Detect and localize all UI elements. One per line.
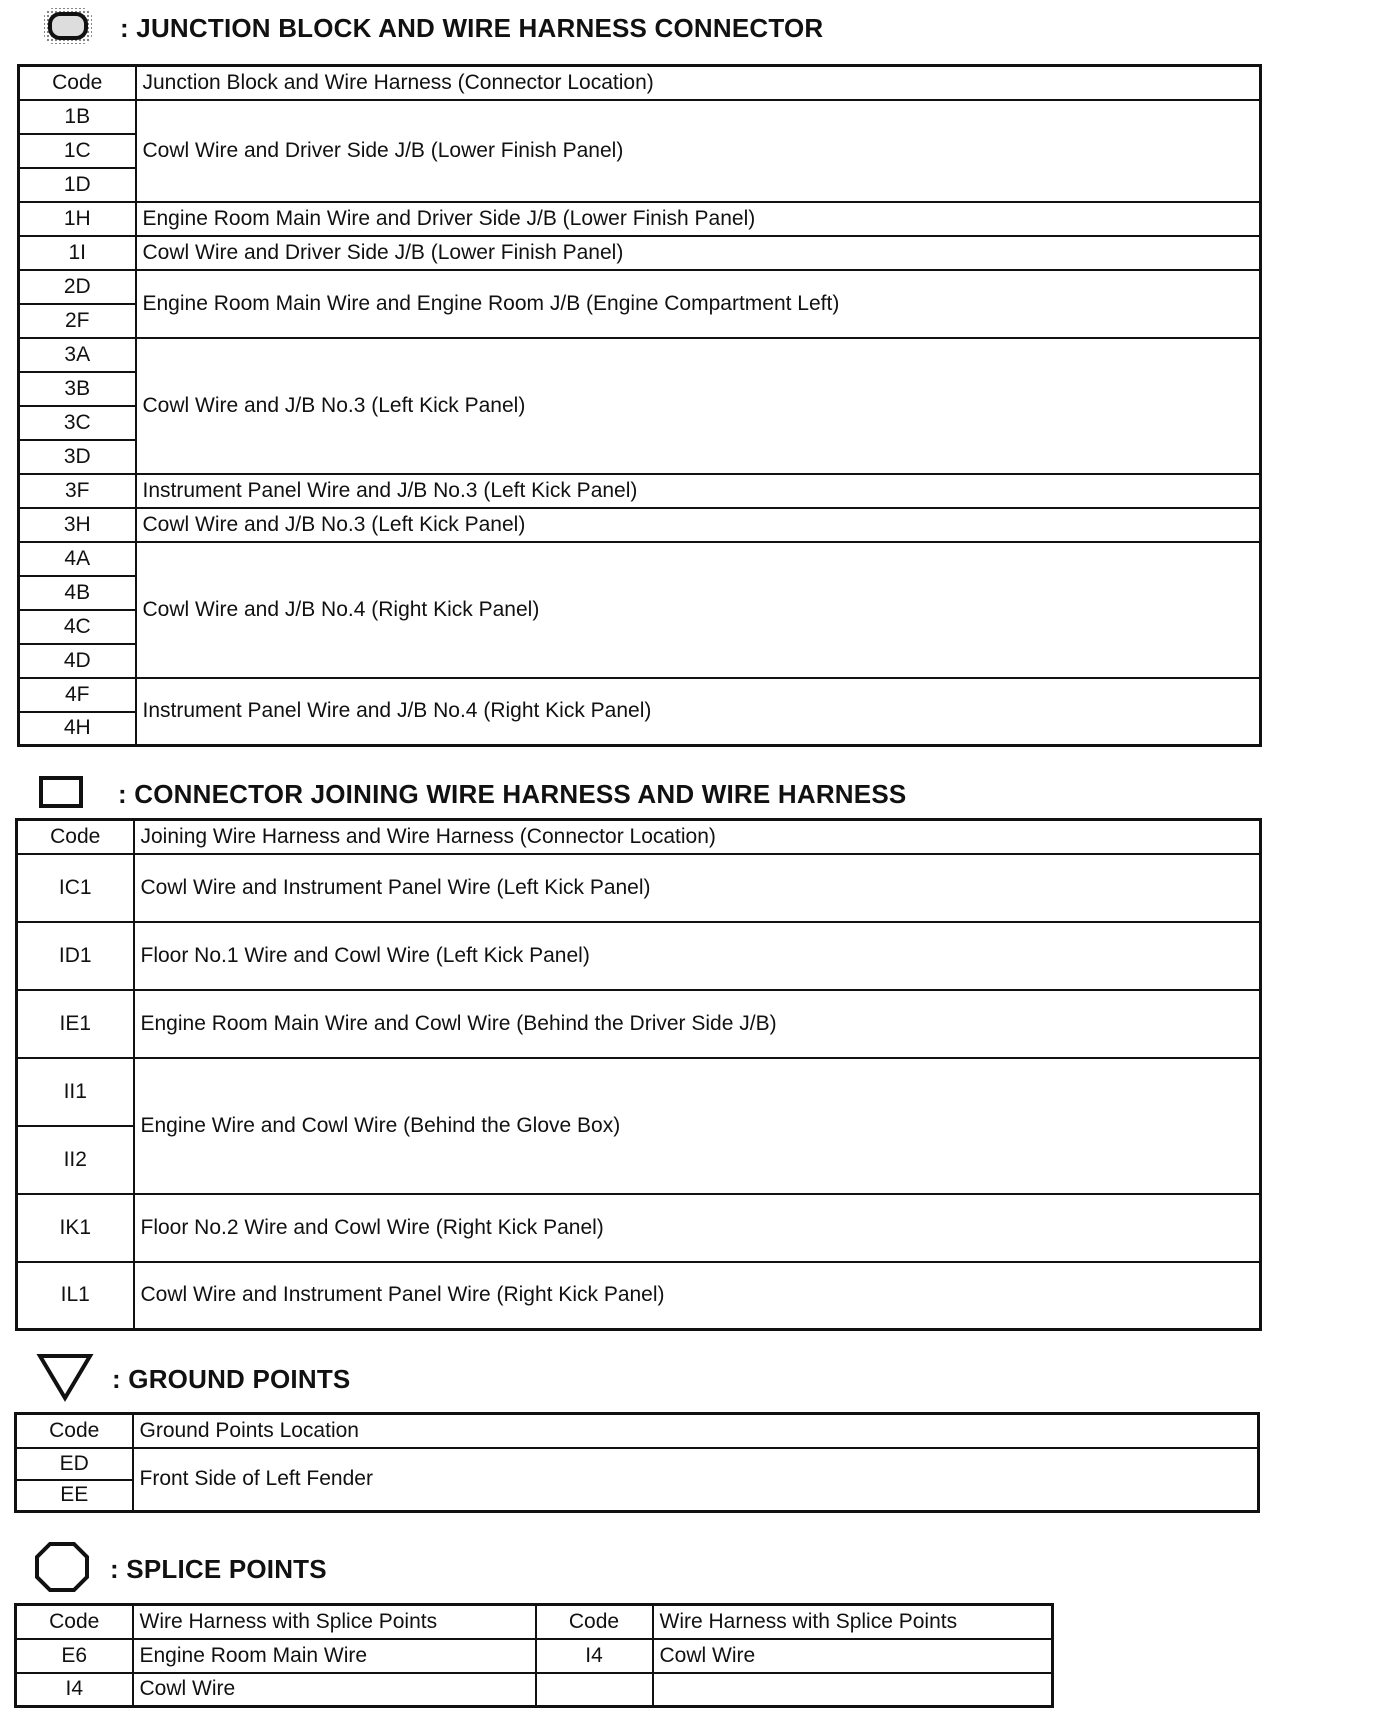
ground-section-header <box>36 1354 350 1404</box>
code-cell: 4B <box>19 576 136 610</box>
description-cell: Instrument Panel Wire and J/B No.4 (Right Kick Panel) <box>136 678 1261 746</box>
code-cell: 3B <box>19 372 136 406</box>
description-cell: Cowl Wire <box>133 1673 536 1707</box>
joining-table <box>15 818 1262 1331</box>
table-row <box>16 1639 1053 1673</box>
description-cell: Engine Room Main Wire and Cowl Wire (Behind the Driver Side J/B) <box>134 990 1261 1058</box>
code-cell: ED <box>16 1448 133 1480</box>
code-cell-2 <box>536 1673 653 1707</box>
code-cell: 1C <box>19 134 136 168</box>
code-cell: 3A <box>19 338 136 372</box>
code-cell: 4F <box>19 678 136 712</box>
code-cell: I4 <box>16 1673 133 1707</box>
code-cell: 1D <box>19 168 136 202</box>
table-row <box>19 542 1261 576</box>
description-cell: Front Side of Left Fender <box>133 1448 1259 1512</box>
code-cell: IE1 <box>17 990 134 1058</box>
table-row <box>19 678 1261 712</box>
description-cell: Cowl Wire and Instrument Panel Wire (Left Kick Panel) <box>134 854 1261 922</box>
description-cell: Cowl Wire and Driver Side J/B (Lower Finish Panel) <box>136 236 1261 270</box>
description-cell: Cowl Wire and Driver Side J/B (Lower Finish Panel) <box>136 100 1261 202</box>
description-cell: Engine Wire and Cowl Wire (Behind the Glove Box) <box>134 1058 1261 1194</box>
description-cell: Cowl Wire and J/B No.4 (Right Kick Panel) <box>136 542 1261 678</box>
code-cell: 2F <box>19 304 136 338</box>
description-cell: Cowl Wire and Instrument Panel Wire (Right Kick Panel) <box>134 1262 1261 1330</box>
description-cell: Instrument Panel Wire and J/B No.3 (Left Kick Panel) <box>136 474 1261 508</box>
table-row <box>17 1262 1261 1330</box>
code-cell: ID1 <box>17 922 134 990</box>
table-row <box>17 1058 1261 1126</box>
code-cell: II1 <box>17 1058 134 1126</box>
table-header-row <box>16 1605 1053 1639</box>
header-code: Code <box>16 1605 133 1639</box>
header-code-2: Code <box>536 1605 653 1639</box>
table-row <box>19 508 1261 542</box>
junction-block-icon <box>42 6 94 51</box>
code-cell: 4H <box>19 712 136 746</box>
description-cell-2 <box>653 1673 1053 1707</box>
table-row <box>17 854 1261 922</box>
header-description: Junction Block and Wire Harness (Connector Location) <box>136 66 1261 100</box>
ground-triangle-icon <box>36 1352 94 1407</box>
junction-table <box>17 64 1262 747</box>
code-cell: IK1 <box>17 1194 134 1262</box>
code-cell: 4A <box>19 542 136 576</box>
code-cell: 1H <box>19 202 136 236</box>
ground-section-title: : GROUND POINTS <box>112 1363 351 1394</box>
table-row <box>19 202 1261 236</box>
description-cell: Engine Room Main Wire <box>133 1639 536 1673</box>
code-cell: 1I <box>19 236 136 270</box>
header-code: Code <box>16 1414 133 1448</box>
code-cell: IC1 <box>17 854 134 922</box>
description-cell: Engine Room Main Wire and Engine Room J/B (Engine Compartment Left) <box>136 270 1261 338</box>
junction-section-header <box>42 8 823 48</box>
table-row <box>16 1673 1053 1707</box>
code-cell: 3D <box>19 440 136 474</box>
splice-octagon-icon <box>34 1541 90 1598</box>
header-description: Wire Harness with Splice Points <box>133 1605 536 1639</box>
table-row <box>19 270 1261 304</box>
code-cell: 4C <box>19 610 136 644</box>
table-row <box>19 474 1261 508</box>
code-cell: E6 <box>16 1639 133 1673</box>
table-row <box>17 922 1261 990</box>
table-row <box>19 236 1261 270</box>
header-description: Ground Points Location <box>133 1414 1259 1448</box>
table-header-row <box>16 1414 1259 1448</box>
ground-table <box>14 1412 1260 1513</box>
code-cell: 3C <box>19 406 136 440</box>
splice-table <box>14 1603 1054 1708</box>
splice-section-header <box>34 1544 327 1594</box>
description-cell: Engine Room Main Wire and Driver Side J/B (Lower Finish Panel) <box>136 202 1261 236</box>
code-cell: 1B <box>19 100 136 134</box>
table-header-row <box>17 820 1261 854</box>
table-row <box>17 990 1261 1058</box>
table-row <box>19 100 1261 134</box>
header-description-2: Wire Harness with Splice Points <box>653 1605 1053 1639</box>
description-cell: Cowl Wire and J/B No.3 (Left Kick Panel) <box>136 508 1261 542</box>
code-cell-2: I4 <box>536 1639 653 1673</box>
code-cell: IL1 <box>17 1262 134 1330</box>
description-cell: Cowl Wire and J/B No.3 (Left Kick Panel) <box>136 338 1261 474</box>
code-cell: EE <box>16 1480 133 1512</box>
connector-square-icon <box>38 775 84 814</box>
table-header-row <box>19 66 1261 100</box>
description-cell: Floor No.2 Wire and Cowl Wire (Right Kick Panel) <box>134 1194 1261 1262</box>
junction-section-title: : JUNCTION BLOCK AND WIRE HARNESS CONNECTOR <box>120 12 824 43</box>
joining-section-title: : CONNECTOR JOINING WIRE HARNESS AND WIRE HARNESS <box>118 778 907 809</box>
header-code: Code <box>19 66 136 100</box>
code-cell: 4D <box>19 644 136 678</box>
header-description: Joining Wire Harness and Wire Harness (Connector Location) <box>134 820 1261 854</box>
table-row <box>19 338 1261 372</box>
header-code: Code <box>17 820 134 854</box>
description-cell-2: Cowl Wire <box>653 1639 1053 1673</box>
joining-section-header <box>38 776 906 812</box>
table-row <box>17 1194 1261 1262</box>
description-cell: Floor No.1 Wire and Cowl Wire (Left Kick Panel) <box>134 922 1261 990</box>
table-row <box>16 1448 1259 1480</box>
code-cell: II2 <box>17 1126 134 1194</box>
code-cell: 3H <box>19 508 136 542</box>
splice-section-title: : SPLICE POINTS <box>110 1553 327 1584</box>
code-cell: 3F <box>19 474 136 508</box>
code-cell: 2D <box>19 270 136 304</box>
